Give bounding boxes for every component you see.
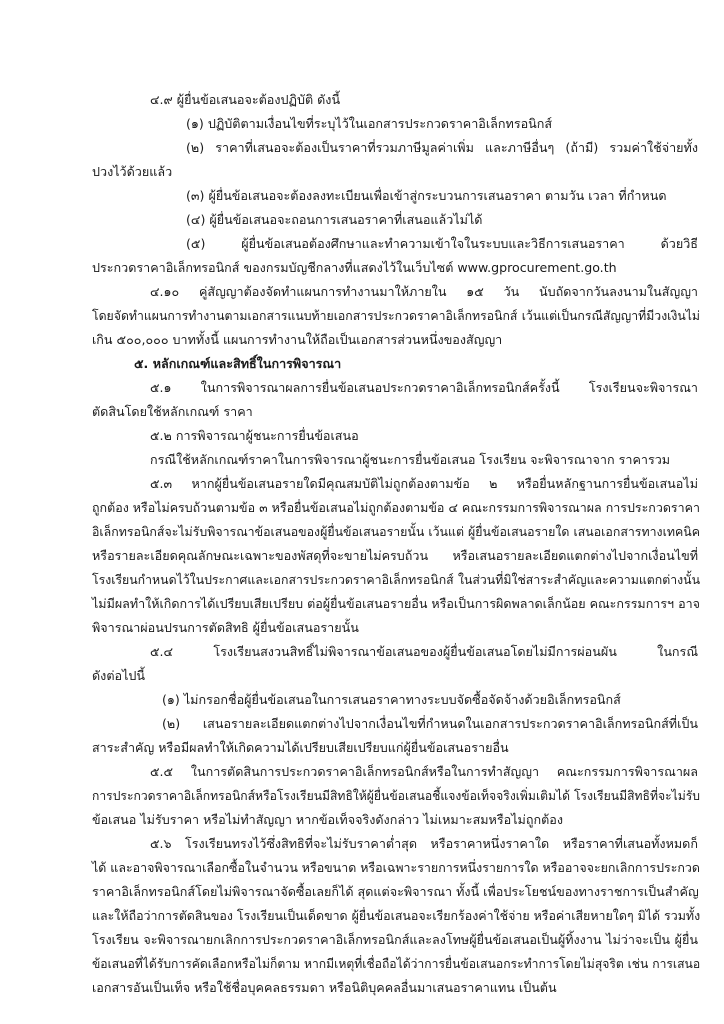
clause-5-3-line-3: อิเล็กทรอนิกส์จะไม่รับพิจารณาข้อเสนอของผู้ยื่นข้อเสนอรายนั้น เว้นแต่ ผู้ยื่นข้อเสนอรายใด เสนอเอกสารทางเทคนิค (92, 524, 700, 539)
clause-5-4-line-1: ๕.๔ โรงเรียนสงวนสิทธิ์ไม่พิจารณาข้อเสนอของผู้ยื่นข้อเสนอโดยไม่มีการผ่อนผัน ในกรณี (150, 644, 698, 659)
clause-5-2-line-2: กรณีใช้หลักเกณฑ์ราคาในการพิจารณาผู้ชนะการยื่นข้อเสนอ โรงเรียน จะพิจารณาจาก ราคารวม (150, 452, 671, 467)
clause-4-9-heading: ๔.๙ ผู้ยื่นข้อเสนอจะต้องปฏิบัติ ดังนี้ (150, 92, 341, 107)
clause-5-1-line-1: ๕.๑ ในการพิจารณาผลการยื่นข้อเสนอประกวดราคาอิเล็กทรอนิกส์ครั้งนี้ โรงเรียนจะพิจารณา (150, 380, 698, 395)
clause-4-9-1: (๑) ปฏิบัติตามเงื่อนไขที่ระบุไว้ในเอกสารประกวดราคาอิเล็กทรอนิกส์ (186, 116, 553, 131)
clause-4-10-line-2: โดยจัดทำแผนการทำงานตามเอกสารแนบท้ายเอกสารประกวดราคาอิเล็กทรอนิกส์ เว้นแต่เป็นกรณีสัญญาที่มีวงเงินไม่ (92, 308, 701, 323)
clause-5-6-line-3: ราคาอิเล็กทรอนิกส์โดยไม่พิจารณาจัดซื้อเลยก็ได้ สุดแต่จะพิจารณา ทั้งนี้ เพื่อประโยชน์ของทางราชการเป็นสำคัญ (92, 884, 699, 899)
clause-5-3-line-2: ถูกต้อง หรือไม่ครบถ้วนตามข้อ ๓ หรือยื่นข้อเสนอไม่ถูกต้องตามข้อ ๔ คณะกรรมการพิจารณาผล การประกวดราคา (92, 500, 700, 515)
clause-5-3-line-4: หรือรายละเอียดคุณลักษณะเฉพาะของพัสดุที่จะขายไม่ครบถ้วน หรือเสนอรายละเอียดแตกต่างไปจากเงื่อนไขที่ (92, 548, 698, 563)
clause-5-6-line-4: และให้ถือว่าการตัดสินของ โรงเรียนเป็นเด็ดขาด ผู้ยื่นข้อเสนอจะเรียกร้องค่าใช้จ่าย หรือค่าเสียหายใดๆ มิได้ รวมทั้ง (92, 908, 701, 923)
clause-4-9-5-line-2: ประกวดราคาอิเล็กทรอนิกส์ ของกรมบัญชีกลางที่แสดงไว้ในเว็บไซต์ www.gprocurement.go.th (92, 260, 617, 275)
clause-5-4-2-line-2: สาระสำคัญ หรือมีผลทำให้เกิดความได้เปรียบเสียเปรียบแก่ผู้ยื่นข้อเสนอรายอื่น (92, 740, 509, 755)
clause-5-3-line-6: ไม่มีผลทำให้เกิดการได้เปรียบเสียเปรียบ ต่อผู้ยื่นข้อเสนอรายอื่น หรือเป็นการผิดพลาดเล็กน้อย คณะกรรมการฯ อาจ (92, 596, 701, 611)
clause-5-4-2-line-1: (๒) เสนอรายละเอียดแตกต่างไปจากเงื่อนไขที่กำหนดในเอกสารประกวดราคาอิเล็กทรอนิกส์ที่เป็น (162, 716, 698, 731)
clause-4-9-2-line-2: ปวงไว้ด้วยแล้ว (92, 164, 173, 179)
clause-5-3-line-5: โรงเรียนกำหนดไว้ในประกาศและเอกสารประกวดราคาอิเล็กทรอนิกส์ ในส่วนที่มิใช่สาระสำคัญและความแตกต่างนั้น (92, 572, 701, 587)
clause-4-10-line-1: ๔.๑๐ คู่สัญญาต้องจัดทำแผนการทำงานมาให้ภายใน ๑๕ วัน นับถัดจากวันลงนามในสัญญา (150, 284, 698, 299)
clause-4-9-4: (๔) ผู้ยื่นข้อเสนอจะถอนการเสนอราคาที่เสนอแล้วไม่ได้ (186, 212, 483, 227)
clause-5-6-line-5: โรงเรียน จะพิจารณายกเลิกการประกวดราคาอิเล็กทรอนิกส์และลงโทษผู้ยื่นข้อเสนอเป็นผู้ทิ้งงาน ไม่ว่าจะเป็น ผู้ยื่น (92, 932, 698, 947)
clause-5-3-line-1: ๕.๓ หากผู้ยื่นข้อเสนอรายใดมีคุณสมบัติไม่ถูกต้องตามข้อ ๒ หรือยื่นหลักฐานการยื่นข้อเสนอไม่ (150, 476, 698, 491)
clause-5-6-line-1: ๕.๖ โรงเรียนทรงไว้ซึ่งสิทธิที่จะไม่รับราคาต่ำสุด หรือราคาหนึ่งราคาใด หรือราคาที่เสนอทั้งหมดก็ (150, 836, 698, 851)
clause-5-6-line-6: ข้อเสนอที่ได้รับการคัดเลือกหรือไม่ก็ตาม หากมีเหตุที่เชื่อถือได้ว่าการยื่นข้อเสนอกระทำการโดยไม่สุจริต เช่น การเสนอ (92, 956, 701, 971)
clause-5-4-1: (๑) ไม่กรอกชื่อผู้ยื่นข้อเสนอในการเสนอราคาทางระบบจัดซื้อจัดจ้างด้วยอิเล็กทรอนิกส์ (162, 692, 621, 707)
clause-5-4-line-2: ดังต่อไปนี้ (92, 668, 146, 683)
clause-5-1-line-2: ตัดสินโดยใช้หลักเกณฑ์ ราคา (92, 404, 253, 419)
clause-5-5-line-2: การประกวดราคาอิเล็กทรอนิกส์หรือโรงเรียนมีสิทธิให้ผู้ยื่นข้อเสนอชี้แจงข้อเท็จจริงเพิ่มเติมได้ โรงเรียนมีสิทธิที่จะไม่รับ (92, 788, 701, 803)
clause-4-9-5-line-1: (๕) ผู้ยื่นข้อเสนอต้องศึกษาและทำความเข้าใจในระบบและวิธีการเสนอราคา ด้วยวิธี (186, 236, 698, 251)
section-5-heading: ๕. หลักเกณฑ์และสิทธิ์ในการพิจารณา (134, 356, 342, 371)
clause-4-9-2-line-1: (๒) ราคาที่เสนอจะต้องเป็นราคาที่รวมภาษีมูลค่าเพิ่ม และภาษีอื่นๆ (ถ้ามี) รวมค่าใช้จ่ายทั้ง (186, 140, 698, 155)
clause-5-6-line-7: เอกสารอันเป็นเท็จ หรือใช้ชื่อบุคคลธรรมดา หรือนิติบุคคลอื่นมาเสนอราคาแทน เป็นต้น (92, 980, 557, 995)
clause-5-5-line-1: ๕.๕ ในการตัดสินการประกวดราคาอิเล็กทรอนิกส์หรือในการทำสัญญา คณะกรรมการพิจารณาผล (150, 764, 698, 779)
clause-4-10-line-3: เกิน ๕๐๐,๐๐๐ บาททั้งนี้ แผนการทำงานให้ถือเป็นเอกสารส่วนหนึ่งของสัญญา (92, 332, 503, 347)
clause-5-2-line-1: ๕.๒ การพิจารณาผู้ชนะการยื่นข้อเสนอ (150, 428, 359, 443)
clause-4-9-3: (๓) ผู้ยื่นข้อเสนอจะต้องลงทะเบียนเพื่อเข้าสู่กระบวนการเสนอราคา ตามวัน เวลา ที่กำหนด (186, 188, 667, 203)
clause-5-5-line-3: ข้อเสนอ ไม่รับราคา หรือไม่ทำสัญญา หากข้อเท็จจริงดังกล่าว ไม่เหมาะสมหรือไม่ถูกต้อง (92, 812, 563, 827)
clause-5-3-line-7: พิจารณาผ่อนปรนการตัดสิทธิ ผู้ยื่นข้อเสนอรายนั้น (92, 620, 359, 635)
clause-5-6-line-2: ได้ และอาจพิจารณาเลือกซื้อในจำนวน หรือขนาด หรือเฉพาะรายการหนึ่งรายการใด หรืออาจจะยกเลิกการประกวด (92, 860, 701, 875)
